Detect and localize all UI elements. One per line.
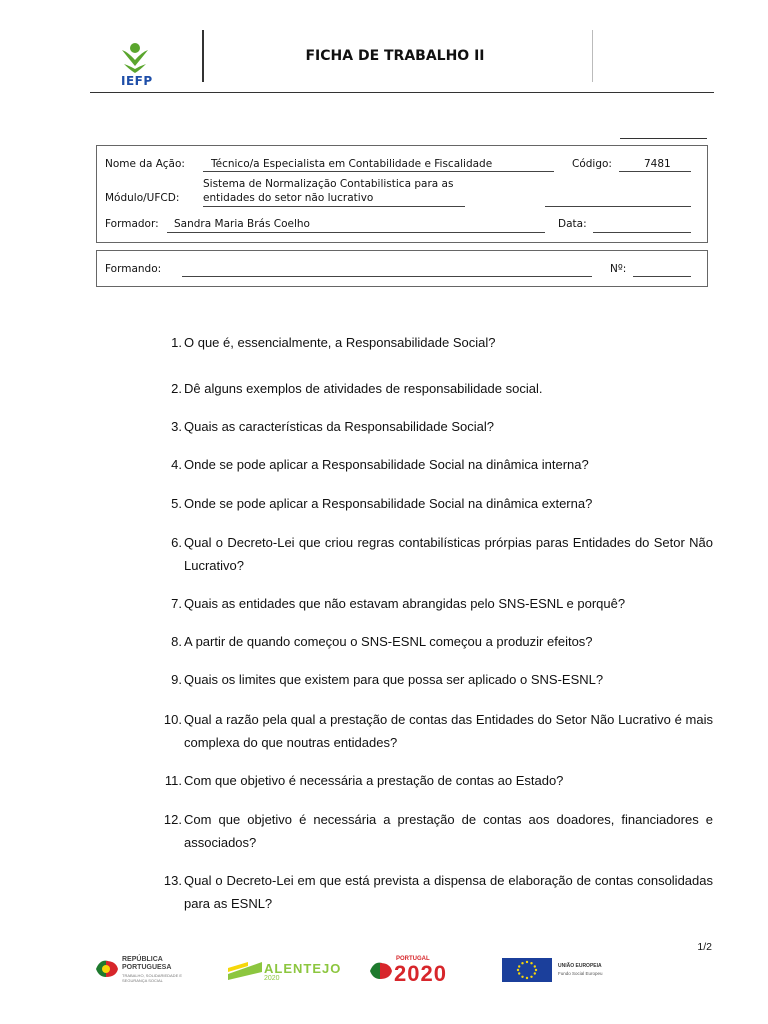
question-number: 8.	[171, 634, 182, 649]
ue-line1: UNIÃO EUROPEIA	[558, 963, 602, 969]
portugal-text: PORTUGAL	[396, 956, 430, 962]
iefp-logo-text: IEFP	[121, 74, 153, 88]
question-text: Quais os limites que existem para que possa ser aplicado o SNS-ESNL?	[184, 672, 604, 687]
alentejo-2020-logo	[228, 955, 352, 985]
portugal-2020-mark-icon	[368, 959, 394, 983]
question-item	[160, 630, 713, 653]
alentejo-mark-icon	[228, 960, 262, 980]
modulo-label: Módulo/UFCD:	[105, 192, 180, 204]
question-number: 5.	[171, 496, 182, 511]
alentejo-year: 2020	[264, 975, 280, 982]
question-item	[160, 769, 713, 792]
question-text: Com que objetivo é necessária a prestação de contas ao Estado?	[184, 773, 564, 788]
data-label: Data:	[558, 218, 587, 230]
ue-line2: Fundo Social Europeu	[558, 971, 603, 976]
question-text: Onde se pode aplicar a Responsabilidade Social na dinâmica interna?	[184, 457, 589, 472]
eu-flag-icon	[502, 958, 552, 982]
formando-field[interactable]	[182, 276, 592, 277]
question-number: 13.	[163, 873, 182, 888]
question-item	[160, 808, 713, 854]
page-title: FICHA DE TRABALHO II	[305, 48, 485, 64]
data-field[interactable]	[593, 232, 691, 233]
formador-underline	[167, 232, 545, 233]
uniao-europeia-logo	[502, 955, 614, 985]
numero-field[interactable]	[633, 276, 691, 277]
course-info-box	[96, 145, 708, 243]
nome-acao-label: Nome da Ação:	[105, 158, 185, 170]
portugal-2020-logo	[368, 955, 488, 985]
portugal-year: 2020	[394, 961, 447, 986]
question-item	[160, 531, 713, 577]
question-text: A partir de quando começou o SNS-ESNL começou a produzir efeitos?	[184, 634, 593, 649]
question-item	[160, 869, 713, 915]
question-item	[160, 708, 713, 754]
formador-value: Sandra Maria Brás Coelho	[174, 218, 310, 230]
question-text: Qual a razão pela qual a prestação de contas das Entidades do Setor Não Lucrativo é mais complexa do que noutras entidades?	[184, 712, 713, 750]
question-number: 1.	[171, 335, 182, 350]
question-text: Dê alguns exemplos de atividades de responsabilidade social.	[184, 381, 543, 396]
codigo-value: 7481	[644, 158, 671, 170]
question-item	[160, 668, 713, 691]
question-text: Qual o Decreto-Lei em que está prevista a dispensa de elaboração de contas consolidadas para as ESNL?	[184, 873, 713, 911]
republica-line1: REPÚBLICA	[122, 956, 163, 963]
codigo-underline	[619, 171, 691, 172]
question-text: O que é, essencialmente, a Responsabilidade Social?	[184, 335, 496, 350]
question-number: 4.	[171, 457, 182, 472]
question-number: 9.	[171, 672, 182, 687]
nome-acao-underline	[203, 171, 554, 172]
question-number: 12.	[163, 812, 182, 827]
republica-sub: TRABALHO, SOLIDARIEDADE E SEGURANÇA SOCIAL	[122, 973, 183, 983]
question-item	[160, 492, 713, 515]
numero-label: Nº:	[610, 263, 627, 275]
question-item	[160, 453, 713, 476]
page-number: 1/2	[697, 941, 712, 953]
question-text: Quais as características da Responsabilidade Social?	[184, 419, 495, 434]
header-divider	[202, 30, 204, 82]
question-number: 10.	[163, 712, 182, 727]
question-number: 2.	[171, 381, 182, 396]
question-text: Qual o Decreto-Lei que criou regras contabilísticas prórpias paras Entidades do Setor Não Lucrativo?	[184, 535, 713, 573]
modulo-extra-underline	[545, 206, 691, 207]
header-short-line	[620, 138, 707, 139]
codigo-label: Código:	[572, 158, 612, 170]
republica-line2: PORTUGUESA	[122, 964, 172, 971]
modulo-value-line1: Sistema de Normalização Contabilistica para as	[203, 178, 454, 190]
header-divider-right	[592, 30, 593, 82]
student-info-box	[96, 250, 708, 287]
question-item	[160, 331, 713, 354]
modulo-value-line2: entidades do setor não lucrativo	[203, 192, 374, 204]
portugal-flag-icon	[94, 957, 120, 981]
alentejo-text: ALENTEJO	[264, 961, 342, 976]
question-number: 7.	[171, 596, 182, 611]
formador-label: Formador:	[105, 218, 159, 230]
republica-portuguesa-logo	[94, 955, 214, 985]
question-number: 3.	[171, 419, 182, 434]
question-item	[160, 592, 713, 615]
question-item	[160, 377, 713, 400]
question-text: Quais as entidades que não estavam abrangidas pelo SNS-ESNL e porquê?	[184, 596, 626, 611]
formando-label: Formando:	[105, 263, 162, 275]
question-number: 6.	[171, 535, 182, 550]
question-text: Onde se pode aplicar a Responsabilidade Social na dinâmica externa?	[184, 496, 593, 511]
iefp-symbol-icon	[92, 40, 192, 76]
question-number: 11.	[164, 773, 182, 788]
question-text: Com que objetivo é necessária a prestação de contas aos doadores, financiadores e associados?	[184, 812, 713, 850]
question-item	[160, 415, 713, 438]
header-rule	[90, 92, 714, 93]
nome-acao-value: Técnico/a Especialista em Contabilidade e Fiscalidade	[211, 158, 493, 170]
modulo-underline	[203, 206, 465, 207]
